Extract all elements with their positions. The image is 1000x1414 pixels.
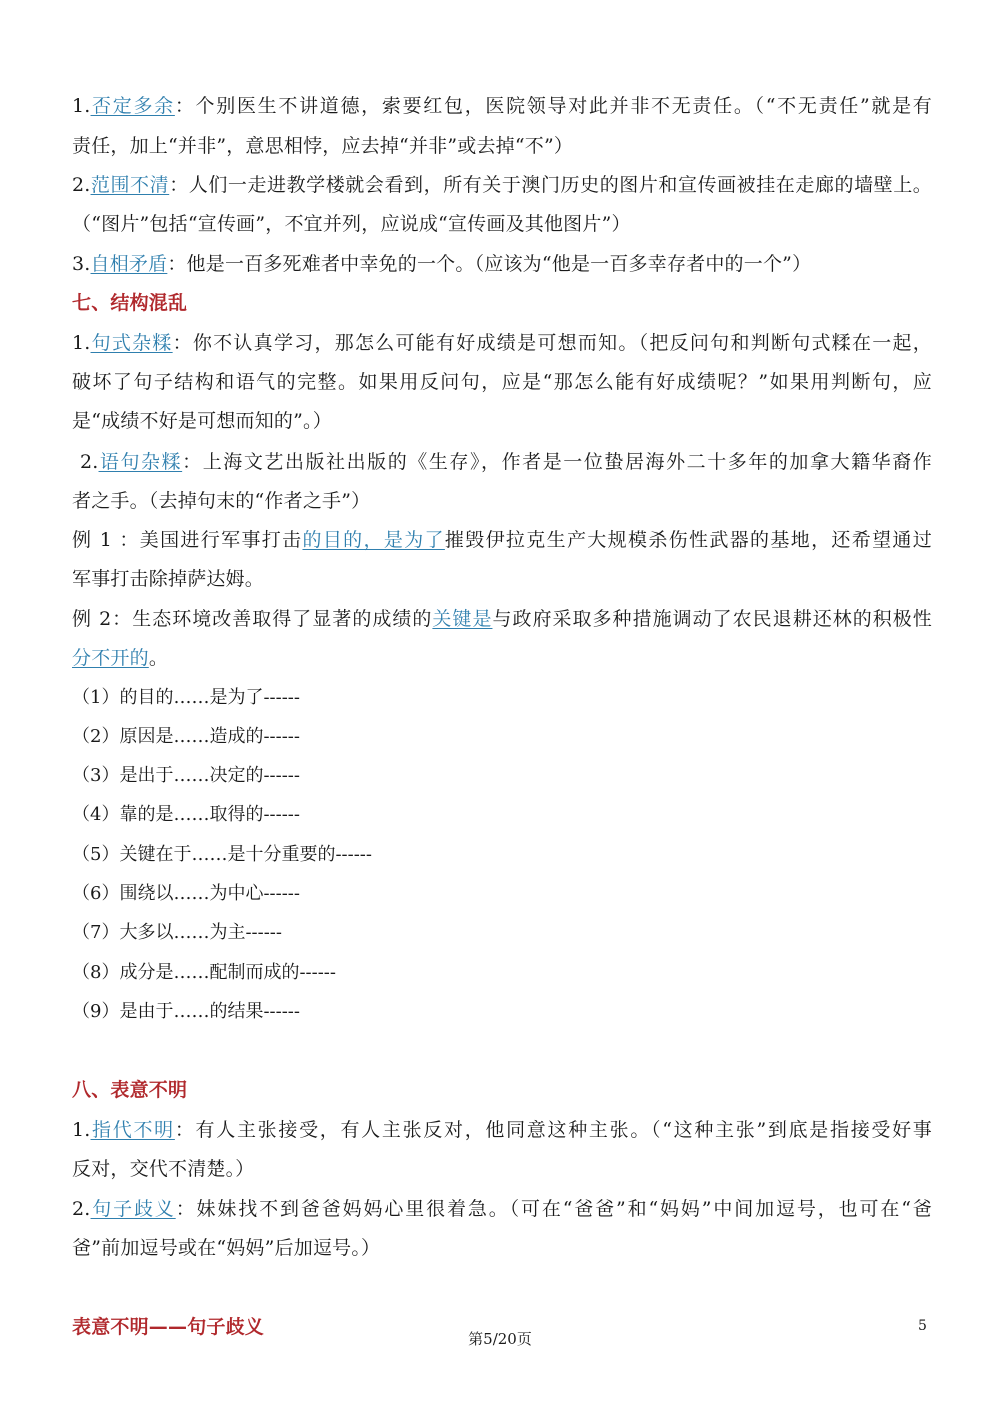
para-unclear-reference-line1: 1.指代不明：有人主张接受，有人主张反对，他同意这种主张。（“这种主张”到底是指接受好事 — [72, 1119, 932, 1141]
keyword-negation: 否定多余 — [90, 95, 175, 117]
pattern-item: （9）是由于……的结果------ — [72, 1001, 300, 1022]
para-negation-line1: 1.否定多余：个别医生不讲道德，索要红包，医院领导对此并非不无责任。（“不无责任”就是有 — [72, 95, 932, 117]
pattern-item: （4）靠的是……取得的------ — [72, 804, 300, 825]
example-2-keyword: 关键是 — [432, 608, 493, 630]
pattern-item: （3）是出于……决定的------ — [72, 765, 300, 786]
pattern-item: （1）的目的……是为了------ — [72, 687, 300, 708]
example-2-line1: 例 2：生态环境改善取得了显著的成绩的关键是与政府采取多种措施调动了农民退耕还林的积极性 — [72, 608, 932, 630]
para-contradiction: 3.自相矛盾：他是一百多死难者中幸免的一个。（应该为“他是一百多幸存者中的一个”） — [72, 253, 812, 275]
keyword-unclear-reference: 指代不明 — [90, 1119, 175, 1141]
example-1-line1: 例 1 ：美国进行军事打击的目的，是为了摧毁伊拉克生产大规模杀伤性武器的基地，还希望通过 — [72, 529, 932, 551]
example-2-keyword-2: 分不开的 — [72, 647, 149, 669]
keyword-mixed-syntax: 句式杂糅 — [90, 332, 173, 354]
page-footer-label: 第5/20页 — [468, 1330, 532, 1348]
keyword-mixed-sentence: 语句杂糅 — [98, 451, 183, 473]
section-heading-7: 七、结构混乱 — [72, 292, 188, 314]
pattern-item: （2）原因是……造成的------ — [72, 726, 300, 747]
page-number: 5 — [918, 1318, 927, 1334]
example-2-line2: 分不开的。 — [72, 647, 169, 669]
para-ambiguity-line1: 2.句子歧义：妹妹找不到爸爸妈妈心里很着急。（可在“爸爸”和“妈妈”中间加逗号，也可在“爸 — [72, 1198, 932, 1220]
keyword-contradiction: 自相矛盾 — [90, 253, 168, 275]
example-1-keyword: 的目的，是为了 — [302, 529, 445, 551]
para-mixed-sentence-line1: 2.语句杂糅：上海文艺出版社出版的《生存》，作者是一位蛰居海外二十多年的加拿大籍华裔作 — [80, 451, 932, 473]
pattern-item: （8）成分是……配制而成的------ — [72, 962, 336, 983]
keyword-scope: 范围不清 — [90, 174, 170, 196]
para-negation-line2: 责任，加上“并非”，意思相悖，应去掉“并非”或去掉“不”） — [72, 135, 574, 157]
subsection-heading-ambiguity: 表意不明——句子歧义 — [72, 1316, 265, 1338]
para-mixed-syntax-line3: 是“成绩不好是可想而知的”。） — [72, 410, 332, 432]
section-heading-8: 八、表意不明 — [72, 1079, 188, 1101]
example-1-line2: 军事打击除掉萨达姆。 — [72, 568, 265, 590]
pattern-item: （6）围绕以……为中心------ — [72, 883, 300, 904]
pattern-item: （5）关键在于……是十分重要的------ — [72, 844, 372, 865]
para-scope-line1: 2.范围不清：人们一走进教学楼就会看到，所有关于澳门历史的图片和宣传画被挂在走廊的墙壁上。 — [72, 174, 932, 196]
pattern-item: （7）大多以……为主------ — [72, 922, 282, 943]
para-mixed-sentence-line2: 者之手。（去掉句末的“作者之手”） — [72, 490, 371, 512]
para-scope-line2: （“图片”包括“宣传画”，不宜并列，应说成“宣传画及其他图片”） — [72, 213, 631, 235]
para-ambiguity-line2: 爸”前加逗号或在“妈妈”后加逗号。） — [72, 1237, 381, 1259]
para-mixed-syntax-line2: 破坏了句子结构和语气的完整。如果用反问句，应是“那怎么能有好成绩呢？”如果用判断句，应 — [72, 371, 932, 393]
para-mixed-syntax-line1: 1.句式杂糅：你不认真学习，那怎么可能有好成绩是可想而知。（把反问句和判断句式糅在一起， — [72, 332, 932, 354]
keyword-ambiguity: 句子歧义 — [90, 1198, 176, 1220]
para-unclear-reference-line2: 反对，交代不清楚。） — [72, 1158, 255, 1180]
